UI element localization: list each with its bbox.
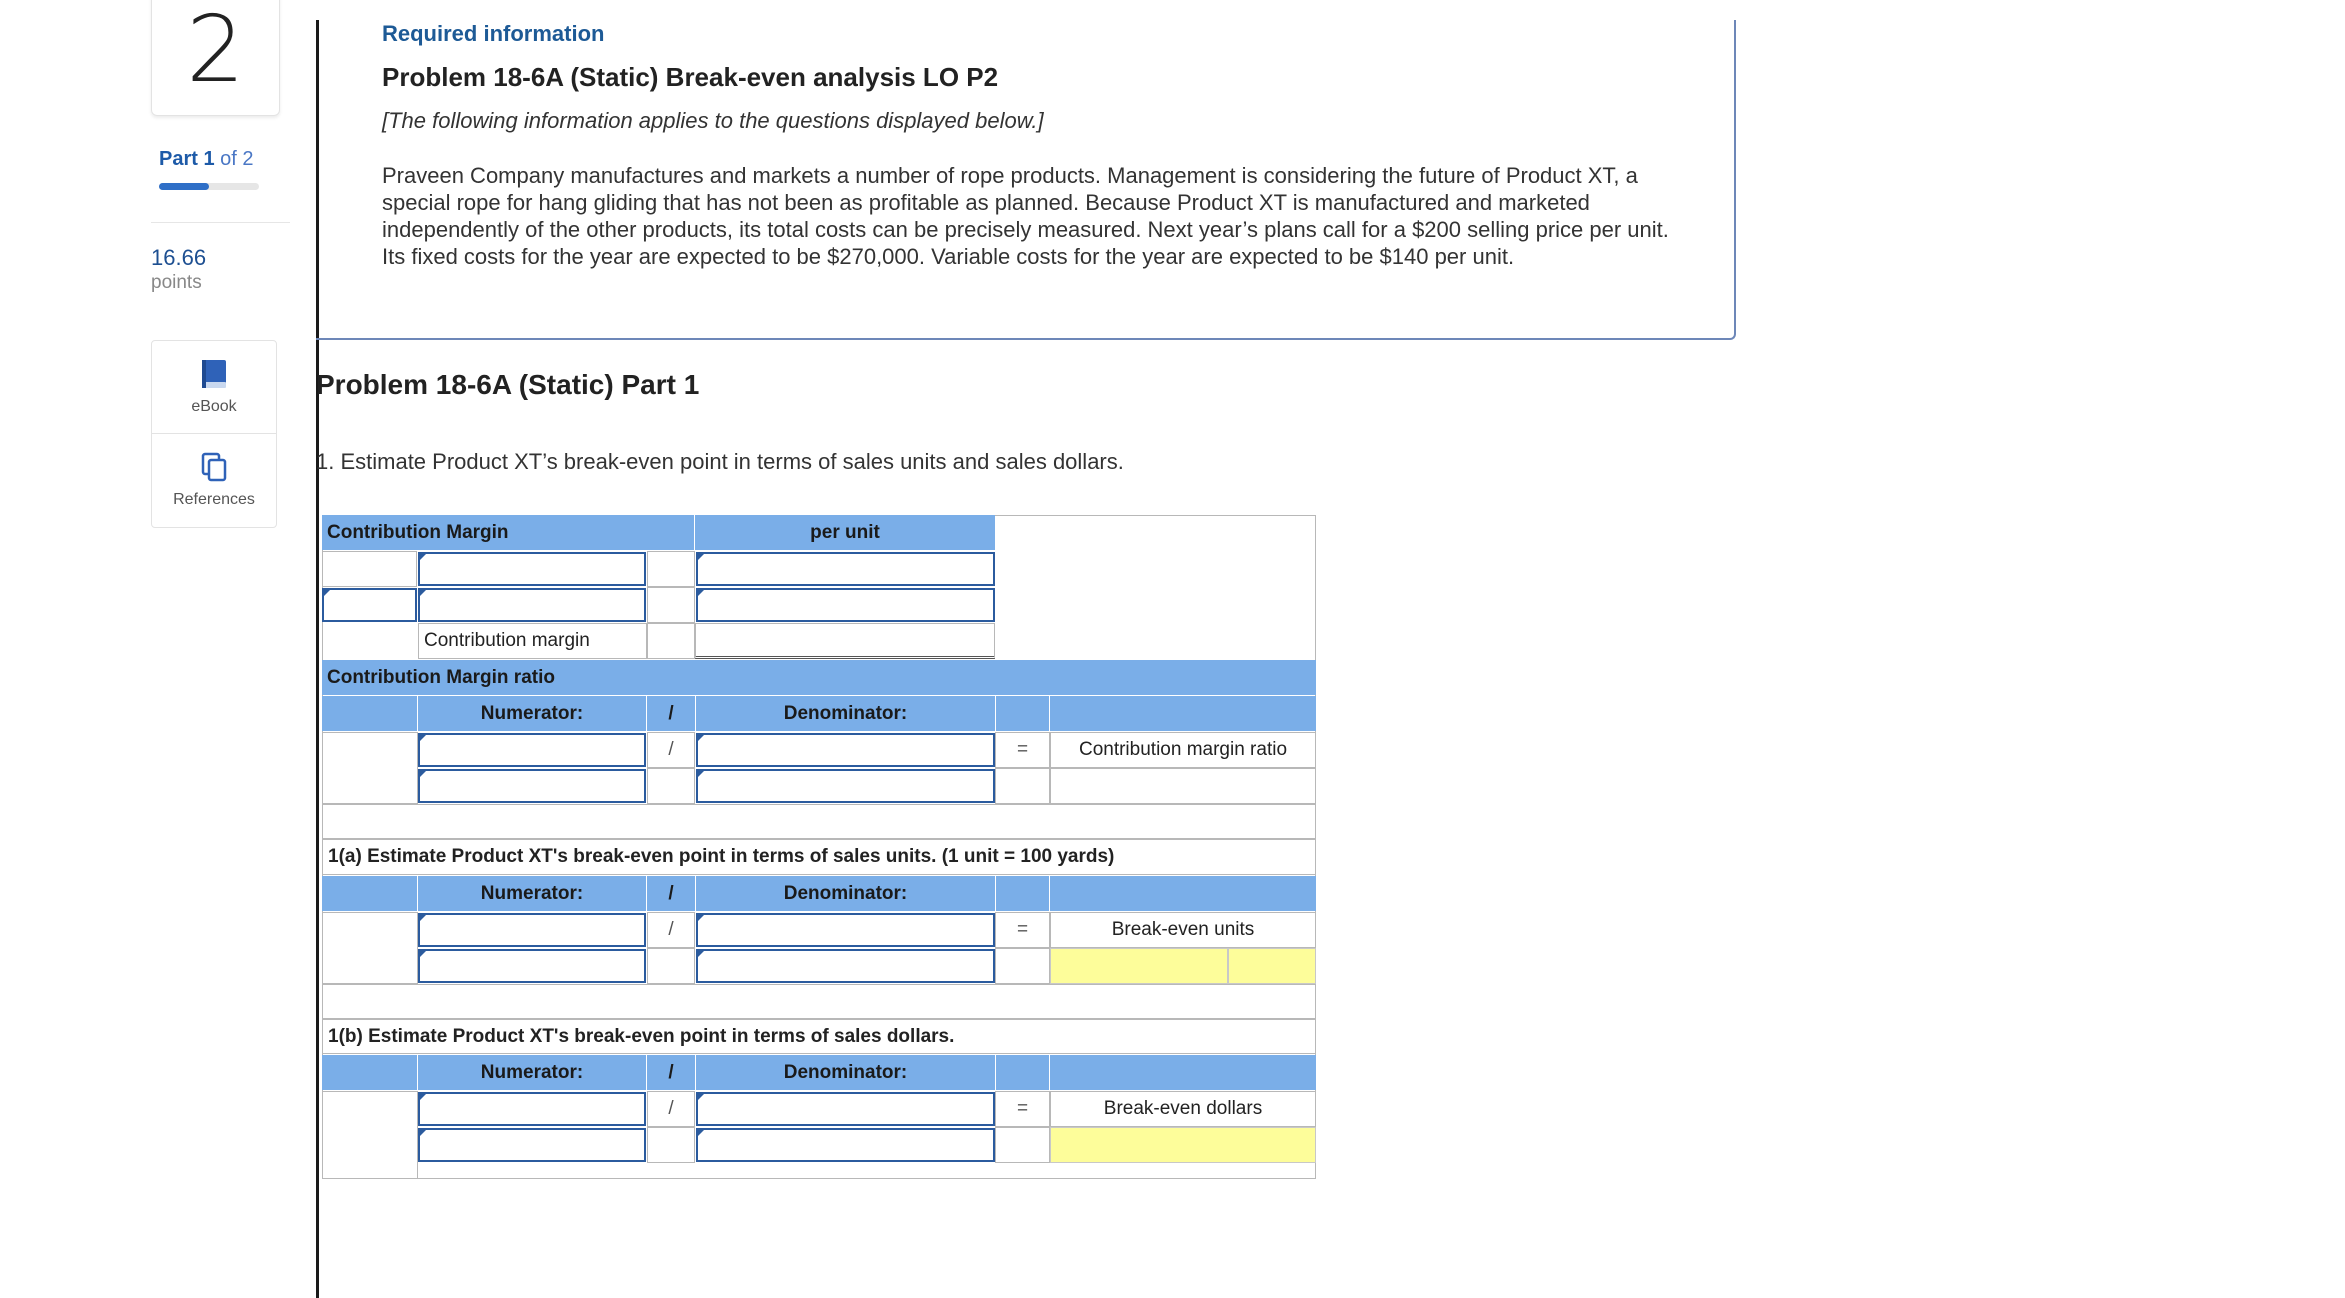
break-even-units-answer[interactable] xyxy=(1050,948,1228,984)
part-a-slash: / xyxy=(647,912,695,948)
cm-ratio-numerator-input[interactable] xyxy=(418,733,646,767)
book-icon xyxy=(199,358,229,390)
part-b-label: 1(b) Estimate Product XT's break-even point in terms of sales dollars. xyxy=(322,1019,1316,1054)
spacer-row-1 xyxy=(322,804,1316,839)
cm-ratio-denominator-input[interactable] xyxy=(696,733,995,767)
cm-ratio-denominator-value-input[interactable] xyxy=(696,769,995,803)
points-value: 16.66 xyxy=(151,245,207,270)
cm-ratio-result-label: Contribution margin ratio xyxy=(1050,732,1316,768)
part-a-slash-header: / xyxy=(647,876,695,911)
contribution-margin-total-cell xyxy=(695,623,995,659)
part-a-denominator-value-input[interactable] xyxy=(696,949,995,983)
question-number: 2 xyxy=(186,0,245,103)
part-b-left-blank xyxy=(322,1091,418,1179)
part-b-denominator-input[interactable] xyxy=(696,1092,995,1126)
cm-ratio-subhdr-blank xyxy=(322,696,417,731)
contribution-margin-header: Contribution Margin xyxy=(322,515,694,550)
part-b-slash: / xyxy=(647,1091,695,1127)
cm-ratio-slash: / xyxy=(647,732,695,768)
applies-note: [The following information applies to the questions displayed below.] xyxy=(382,108,1044,133)
part-b-numerator-input[interactable] xyxy=(418,1092,646,1126)
cm-ratio-result-hdr xyxy=(1050,696,1316,731)
cm-ratio-denominator-header: Denominator: xyxy=(696,696,995,731)
break-even-dollars-answer[interactable] xyxy=(1050,1127,1316,1163)
part-total: of 2 xyxy=(220,148,254,170)
break-even-dollars-label: Break-even dollars xyxy=(1050,1091,1316,1127)
part-a-numerator-input[interactable] xyxy=(418,913,646,947)
part-b-equals: = xyxy=(995,1091,1050,1127)
cm-row1-item-input[interactable] xyxy=(418,552,646,586)
part-b-slash-header: / xyxy=(647,1055,695,1090)
part-indicator xyxy=(159,148,254,171)
spacer-row-2 xyxy=(322,984,1316,1019)
part-progress-bar xyxy=(159,183,259,190)
cm-ratio-result-cell xyxy=(1050,768,1316,804)
part-b-numerator-value-input[interactable] xyxy=(418,1128,646,1162)
problem-description: Praveen Company manufactures and markets a number of rope products. Management is considering the future of Product XT, a special rope for hang gliding that has not been as profitable as planned. Because Product XT is manufactured and marketed independently of the other products, its total costs can be precisely measured. Next year’s plans call for a $200 selling price per unit. Its fixed costs for the year are expected to be $270,000. Variable costs for the year are expected to be $140 per unit. xyxy=(382,163,1669,269)
references-label: References xyxy=(173,491,255,508)
cm-row1-per-unit-input[interactable] xyxy=(696,552,995,586)
cm-ratio-value-spacer xyxy=(647,768,695,804)
question-number-card xyxy=(151,0,280,116)
ebook-label: eBook xyxy=(191,398,237,415)
part-a-label: 1(a) Estimate Product XT's break-even point in terms of sales units. (1 unit = 100 yards) xyxy=(322,839,1316,875)
cm-ratio-left-blank xyxy=(322,732,418,804)
sidebar-divider xyxy=(151,222,290,223)
part-a-denominator-input[interactable] xyxy=(696,913,995,947)
part-title: Problem 18-6A (Static) Part 1 xyxy=(316,369,700,400)
cm-row2-operator-input[interactable] xyxy=(322,588,417,622)
part-b-value-eq-spacer xyxy=(995,1127,1050,1163)
cm-total-spacer xyxy=(647,623,695,659)
part-current: 1 xyxy=(203,148,215,170)
part-a-numerator-header: Numerator: xyxy=(418,876,646,911)
part-a-denominator-header: Denominator: xyxy=(696,876,995,911)
part-b-subhdr-blank xyxy=(322,1055,417,1090)
contribution-margin-label: Contribution margin xyxy=(418,623,647,659)
part-a-subhdr-blank xyxy=(322,876,417,911)
cm-row1-spacer xyxy=(647,551,695,587)
points-label: points xyxy=(151,272,202,293)
part-b-result-hdr xyxy=(1050,1055,1316,1090)
cm-ratio-eq-hdr xyxy=(996,696,1049,731)
ebook-button[interactable] xyxy=(152,341,276,433)
tools-card xyxy=(151,340,277,528)
break-even-units-unit[interactable] xyxy=(1228,948,1316,984)
required-info-heading: Required information xyxy=(382,21,605,46)
references-button[interactable] xyxy=(152,433,276,526)
part-a-eq-hdr xyxy=(996,876,1049,911)
copy-icon xyxy=(199,451,229,483)
worksheet xyxy=(322,515,1316,1179)
question-text: 1. Estimate Product XT’s break-even point in terms of sales units and sales dollars. xyxy=(316,449,1124,474)
part-a-left-blank xyxy=(322,912,418,984)
part-b-denominator-value-input[interactable] xyxy=(696,1128,995,1162)
part-progress-fill xyxy=(159,183,209,190)
cm-ratio-numerator-header: Numerator: xyxy=(418,696,646,731)
break-even-units-label: Break-even units xyxy=(1050,912,1316,948)
part-a-value-eq-spacer xyxy=(995,948,1050,984)
part-word: Part xyxy=(159,148,198,170)
cm-ratio-slash-header: / xyxy=(647,696,695,731)
cm-row2-per-unit-input[interactable] xyxy=(696,588,995,622)
cm-row1-label-cell xyxy=(322,551,417,587)
cm-row2-item-input[interactable] xyxy=(418,588,646,622)
part-a-value-spacer xyxy=(647,948,695,984)
per-unit-header: per unit xyxy=(695,515,995,550)
cm-ratio-value-eq-spacer xyxy=(995,768,1050,804)
part-b-value-spacer xyxy=(647,1127,695,1163)
cm-row2-spacer xyxy=(647,587,695,623)
part-b-eq-hdr xyxy=(996,1055,1049,1090)
part-b-numerator-header: Numerator: xyxy=(418,1055,646,1090)
cm-ratio-header: Contribution Margin ratio xyxy=(322,660,1316,695)
cm-ratio-numerator-value-input[interactable] xyxy=(418,769,646,803)
part-a-result-hdr xyxy=(1050,876,1316,911)
cm-ratio-equals: = xyxy=(995,732,1050,768)
part-a-equals: = xyxy=(995,912,1050,948)
problem-title: Problem 18-6A (Static) Break-even analysis LO P2 xyxy=(382,62,999,92)
part-b-denominator-header: Denominator: xyxy=(696,1055,995,1090)
part-a-numerator-value-input[interactable] xyxy=(418,949,646,983)
